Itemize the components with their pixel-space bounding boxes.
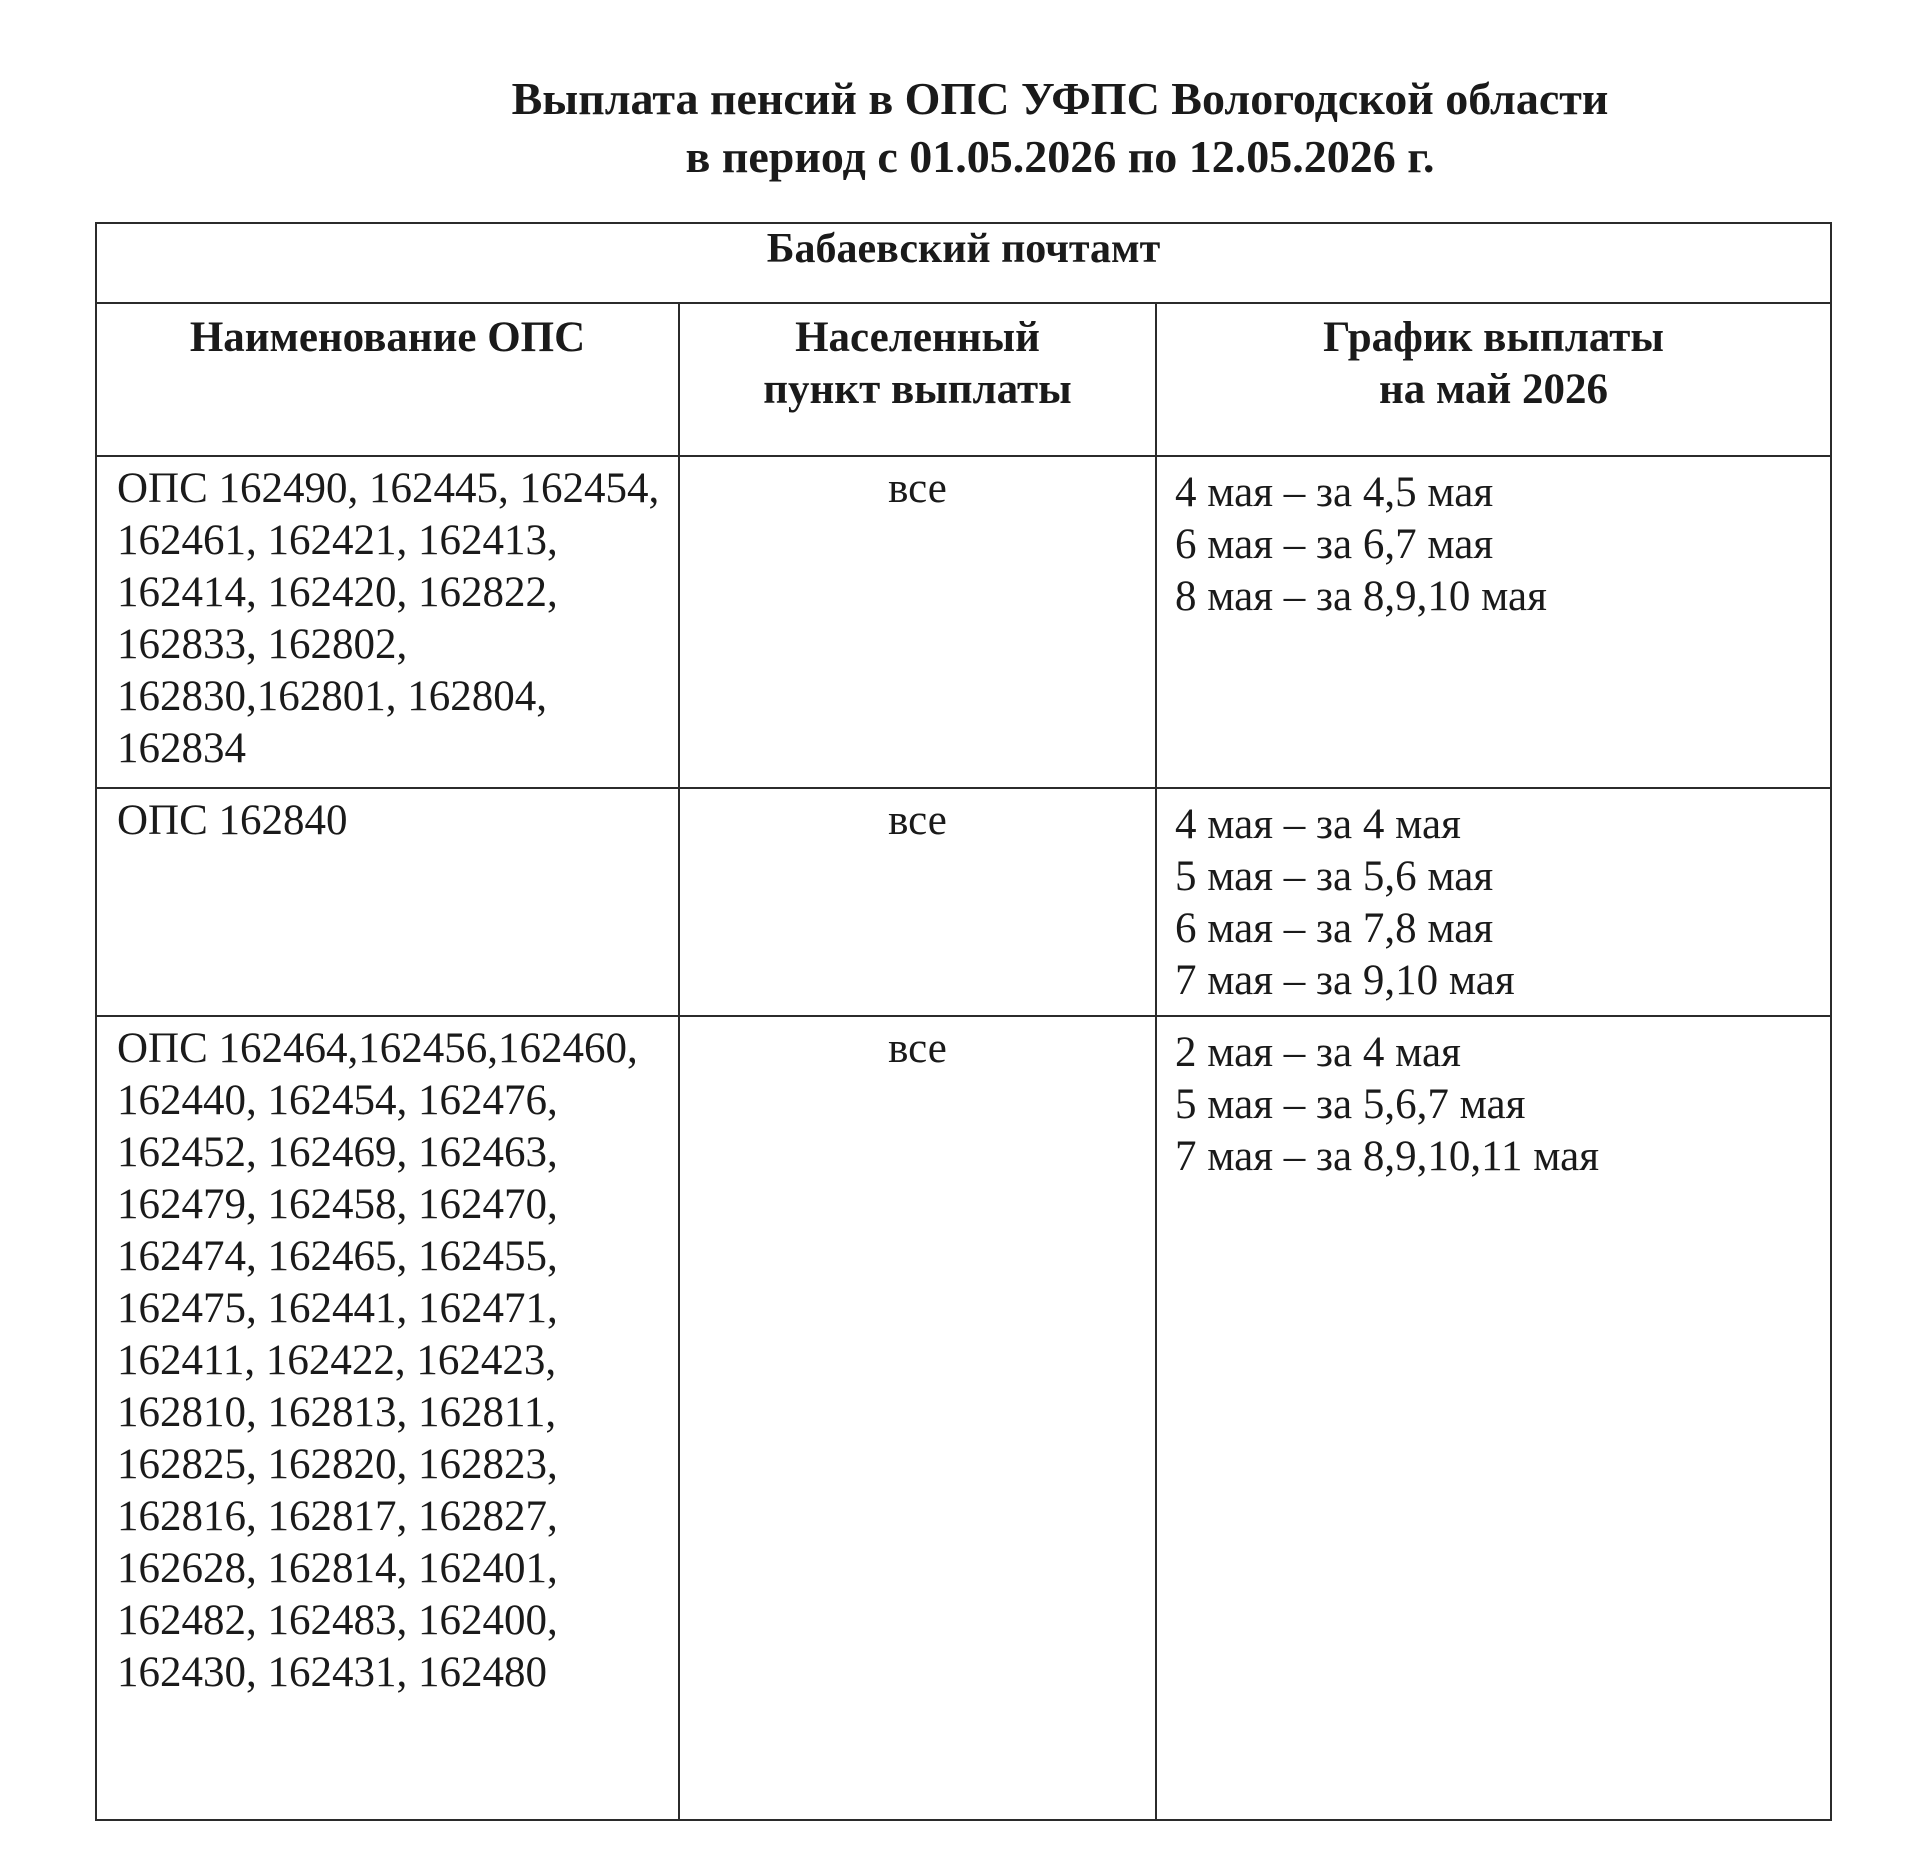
- payment-schedule-table: [95, 222, 1832, 1821]
- header-payment-schedule-line-1: График выплаты: [1323, 314, 1664, 361]
- payment-place-cell: все: [679, 456, 1156, 788]
- payment-place-cell: все: [679, 1016, 1156, 1820]
- office-header-row: [96, 223, 1831, 303]
- schedule-cell: [1156, 456, 1831, 788]
- schedule-entry: 5 мая – за 5,6,7 мая: [1175, 1081, 1526, 1128]
- schedule-entry: 7 мая – за 9,10 мая: [1175, 957, 1515, 1004]
- schedule-entry: 7 мая – за 8,9,10,11 мая: [1175, 1133, 1600, 1180]
- schedule-entry: 6 мая – за 7,8 мая: [1175, 905, 1494, 952]
- schedule-entry: 5 мая – за 5,6 мая: [1175, 853, 1494, 900]
- ops-list-cell: ОПС 162464,162456,162460, 162440, 162454, 162476, 162452, 162469, 162463, 162479, 162458, 162470, 162474, 162465, 162455, 162475, 162441, 162471, 162411, 162422, 162423, 162810, 162813, 162811, 162825, 162820, 162823, 162816, 162817, 162827, 162628, 162814, 162401, 162482, 162483, 162400, 162430, 162431, 162480: [96, 1016, 679, 1820]
- ops-list-cell: ОПС 162840: [96, 788, 679, 1016]
- ops-list-cell: ОПС 162490, 162445, 162454, 162461, 162421, 162413, 162414, 162420, 162822, 162833, 162802, 162830,162801, 162804, 162834: [96, 456, 679, 788]
- office-name: Бабаевский почтамт: [96, 223, 1831, 303]
- table-row: [96, 1016, 1831, 1820]
- table-row: [96, 456, 1831, 788]
- header-payment-place-line-2: пункт выплаты: [763, 366, 1072, 413]
- document-title: [0, 70, 1920, 186]
- schedule-entry: 2 мая – за 4 мая: [1175, 1029, 1461, 1076]
- schedule-cell: [1156, 788, 1831, 1016]
- column-header-row: [96, 303, 1831, 456]
- schedule-entry: 4 мая – за 4 мая: [1175, 801, 1461, 848]
- table-row: [96, 788, 1831, 1016]
- schedule-entry: 8 мая – за 8,9,10 мая: [1175, 573, 1547, 620]
- title-line-2: в период с 01.05.2026 по 12.05.2026 г.: [685, 131, 1435, 182]
- header-ops-name: [96, 303, 679, 456]
- title-line-1: Выплата пенсий в ОПС УФПС Вологодской области: [511, 73, 1609, 124]
- header-payment-schedule: [1156, 303, 1831, 456]
- payment-place-cell: все: [679, 788, 1156, 1016]
- schedule-entry: 6 мая – за 6,7 мая: [1175, 521, 1494, 568]
- header-payment-place: [679, 303, 1156, 456]
- header-payment-schedule-line-2: на май 2026: [1378, 366, 1609, 413]
- schedule-cell: [1156, 1016, 1831, 1820]
- schedule-entry: 4 мая – за 4,5 мая: [1175, 469, 1494, 516]
- header-ops-name-label: Наименование ОПС: [189, 314, 586, 361]
- header-payment-place-line-1: Населенный: [795, 314, 1040, 361]
